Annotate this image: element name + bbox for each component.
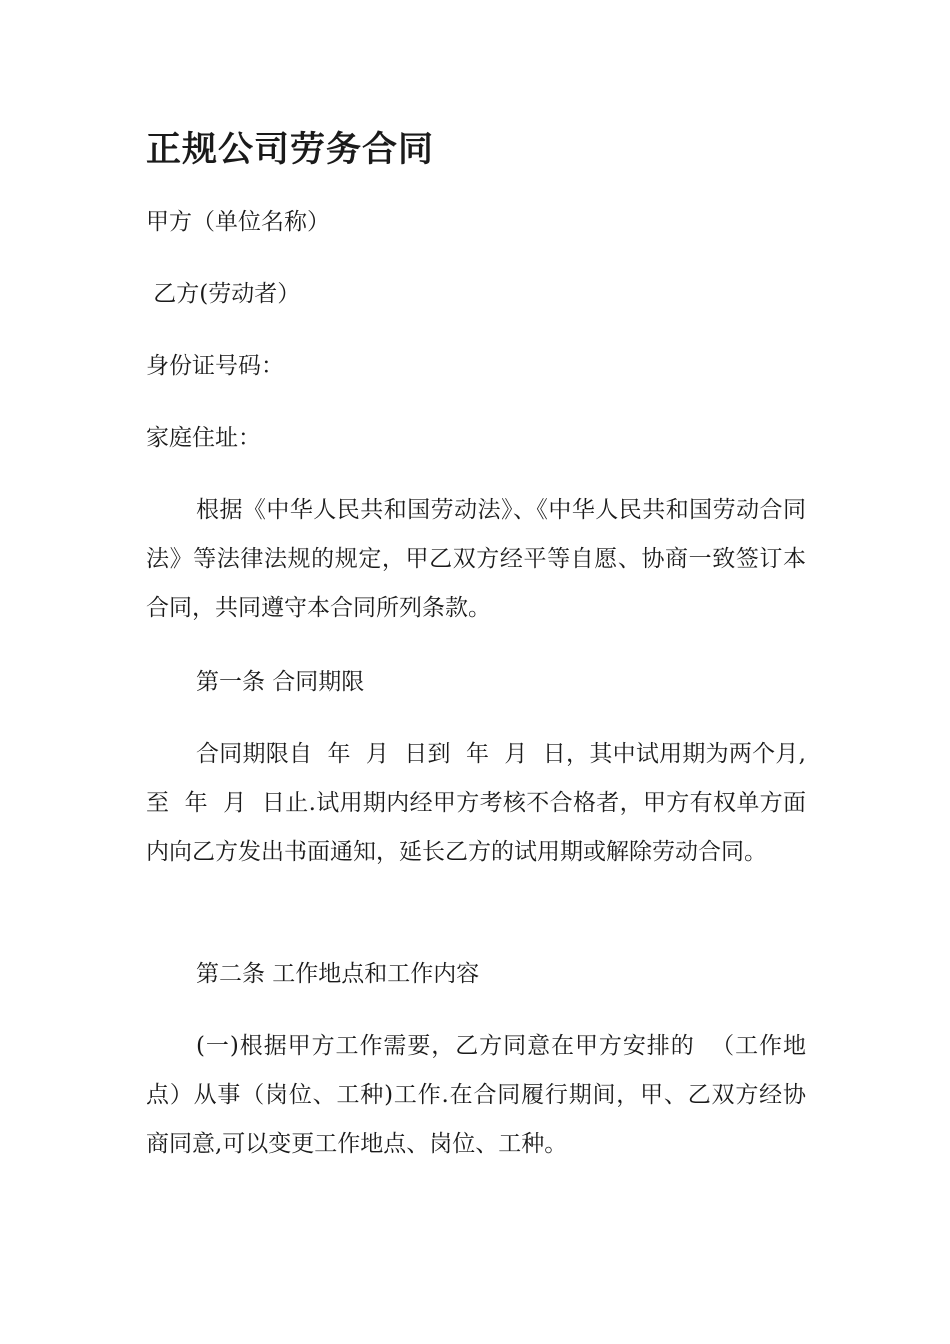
article-1-body: 合同期限自 年 月 日到 年 月 日，其中试用期为两个月,至 年 月 日止.试用期内经甲方考核不合格者，甲方有权单方面内向乙方发出书面通知，延长乙方的试用期或解除劳动合同。 xyxy=(146,741,806,865)
address-label: 家庭住址： xyxy=(146,425,261,451)
id-number-label: 身份证号码： xyxy=(146,353,284,379)
article-2-clause-1: (一)根据甲方工作需要，乙方同意在甲方安排的 （工作地点）从事（岗位、工种)工作.在合同履行期间，甲、乙双方经协商同意,可以变更工作地点、岗位、工种。 xyxy=(146,1033,806,1157)
party-b-label: 乙方(劳动者） xyxy=(146,281,301,307)
article-2-heading: 第二条 工作地点和工作内容 xyxy=(196,961,480,987)
party-a-label: 甲方（单位名称） xyxy=(146,209,330,235)
preamble-paragraph: 根据《中华人民共和国劳动法》、《中华人民共和国劳动合同法》等法律法规的规定，甲乙双方经平等自愿、协商一致签订本合同，共同遵守本合同所列条款。 xyxy=(146,497,806,621)
article-1-heading: 第一条 合同期限 xyxy=(196,669,365,695)
document-title: 正规公司劳务合同 xyxy=(146,129,435,170)
